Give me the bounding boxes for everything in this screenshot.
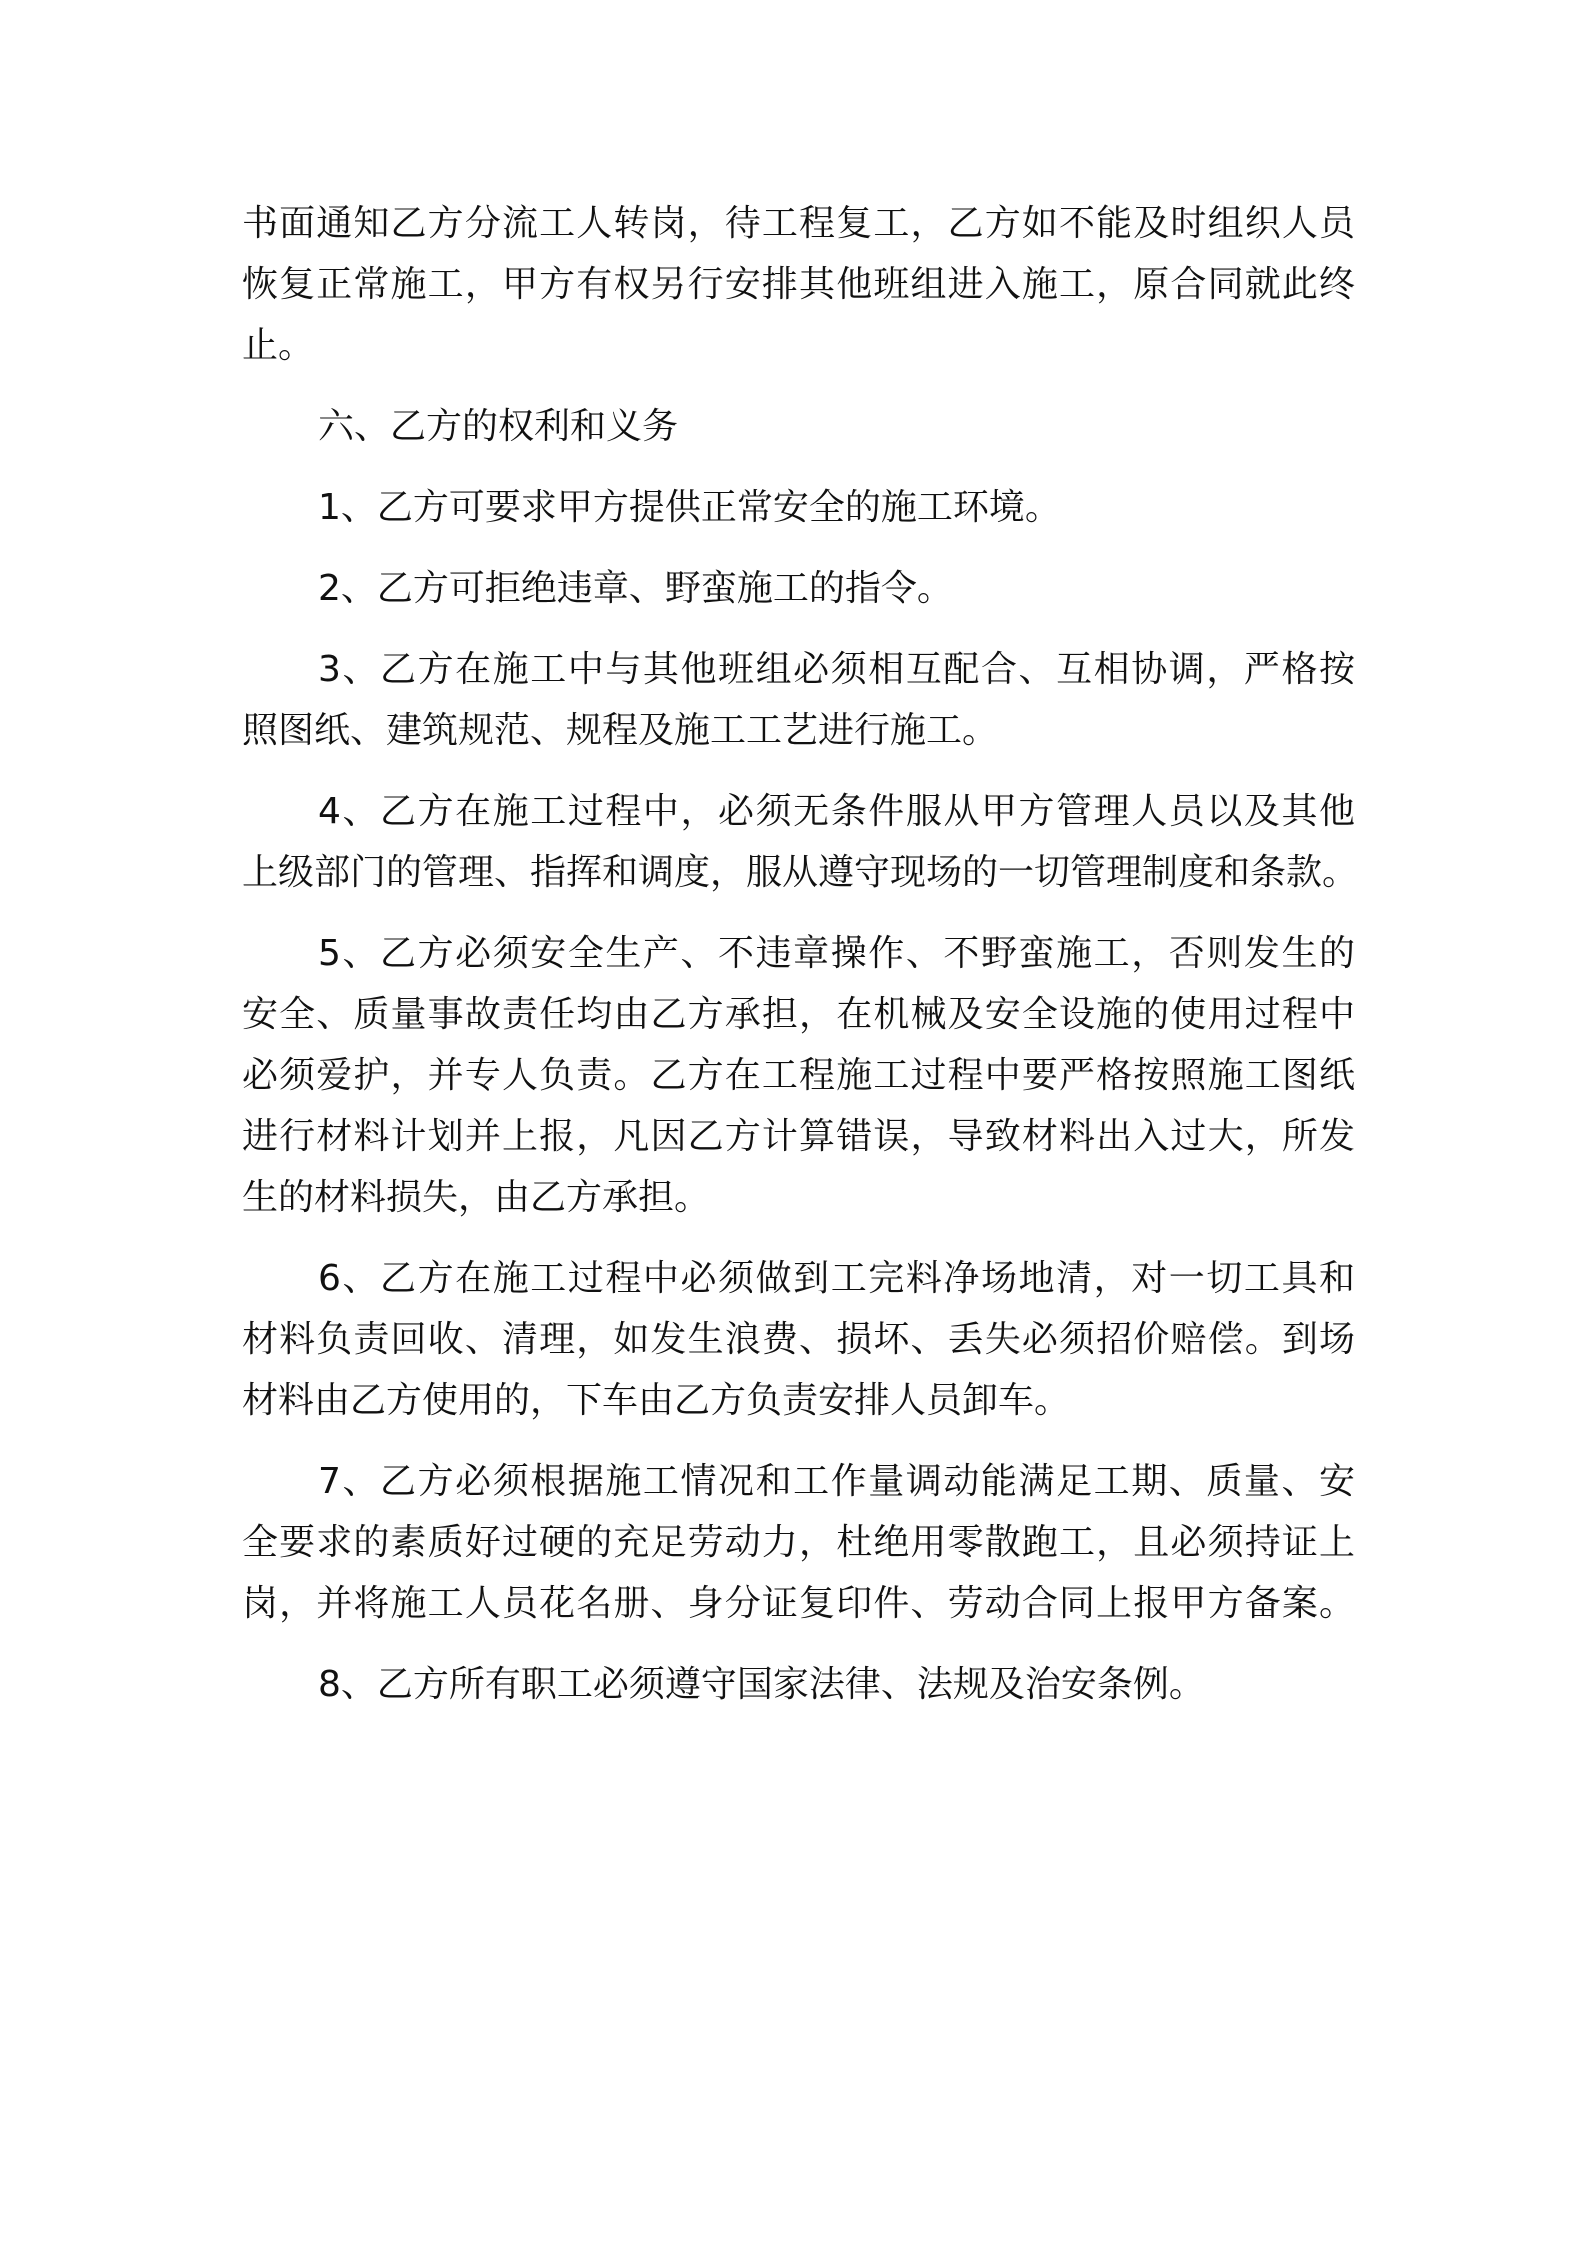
text-line: 进行材料计划并上报，凡因乙方计算错误，导致材料出入过大，所发 xyxy=(242,1116,1355,1157)
clause-item: 1、乙方可要求甲方提供正常安全的施工环境。 xyxy=(318,487,1061,528)
clause-item: 8、乙方所有职工必须遵守国家法律、法规及治安条例。 xyxy=(318,1664,1205,1705)
text-line: 书面通知乙方分流工人转岗，待工程复工，乙方如不能及时组织人员 xyxy=(242,203,1355,244)
clause-item: 4、乙方在施工过程中，必须无条件服从甲方管理人员以及其他 xyxy=(318,791,1355,832)
text-line: 全要求的素质好过硬的充足劳动力，杜绝用零散跑工，且必须持证上 xyxy=(242,1522,1355,1563)
text-line: 上级部门的管理、指挥和调度，服从遵守现场的一切管理制度和条款。 xyxy=(242,852,1359,893)
clause-item: 5、乙方必须安全生产、不违章操作、不野蛮施工，否则发生的 xyxy=(318,933,1355,974)
text-line: 止。 xyxy=(242,325,315,366)
text-line: 岗，并将施工人员花名册、身分证复印件、劳动合同上报甲方备案。 xyxy=(242,1583,1355,1624)
text-line: 生的材料损失，由乙方承担。 xyxy=(242,1177,711,1218)
clause-item: 7、乙方必须根据施工情况和工作量调动能满足工期、质量、安 xyxy=(318,1461,1355,1502)
text-line: 安全、质量事故责任均由乙方承担，在机械及安全设施的使用过程中 xyxy=(242,994,1355,1035)
text-line: 材料由乙方使用的，下车由乙方负责安排人员卸车。 xyxy=(242,1380,1071,1421)
text-line: 材料负责回收、清理，如发生浪费、损坏、丢失必须招价赔偿。到场 xyxy=(242,1319,1355,1360)
text-line: 照图纸、建筑规范、规程及施工工艺进行施工。 xyxy=(242,710,999,751)
clause-item: 3、乙方在施工中与其他班组必须相互配合、互相协调，严格按 xyxy=(318,649,1355,690)
clause-item: 6、乙方在施工过程中必须做到工完料净场地清，对一切工具和 xyxy=(318,1258,1355,1299)
clause-item: 2、乙方可拒绝违章、野蛮施工的指令。 xyxy=(318,568,953,609)
text-line: 恢复正常施工，甲方有权另行安排其他班组进入施工，原合同就此终 xyxy=(242,264,1355,305)
section-heading: 六、乙方的权利和义务 xyxy=(318,406,679,447)
text-line: 必须爱护，并专人负责。乙方在工程施工过程中要严格按照施工图纸 xyxy=(242,1055,1355,1096)
